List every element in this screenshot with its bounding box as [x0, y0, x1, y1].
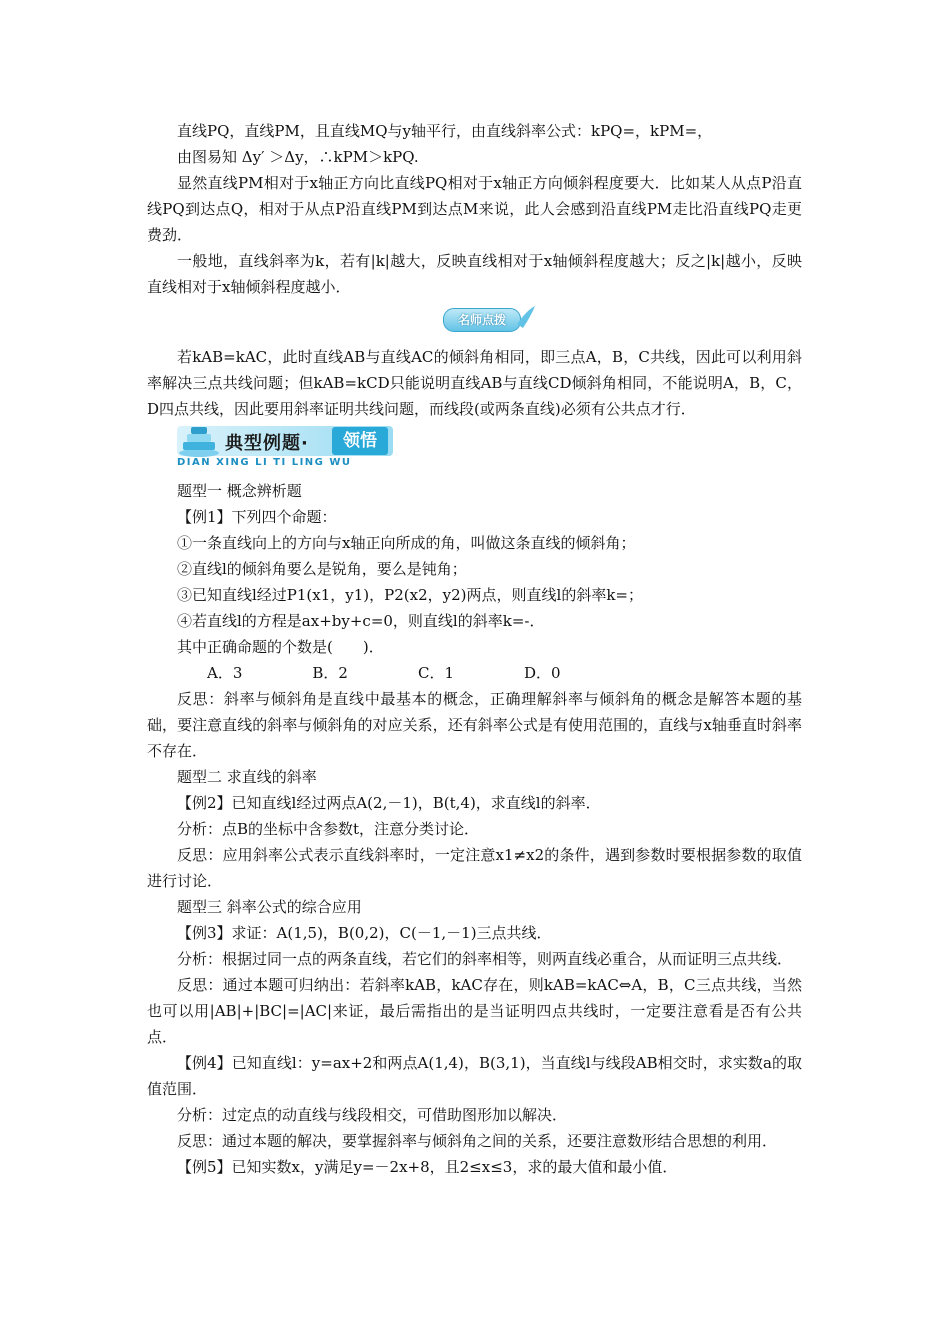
- option-d: D．0: [524, 664, 561, 682]
- book-stack-icon: [177, 424, 221, 458]
- example-4-title: 【例4】已知直线l：y=ax+2和两点A(1,4)，B(3,1)，当直线l与线段AB相交时，求实数a的取值范围．: [147, 1054, 802, 1098]
- example-2-title: 【例2】已知直线l经过两点A(2,－1)，B(t,4)，求直线l的斜率．: [177, 794, 601, 812]
- example-1-reflection: 反思：斜率与倾斜角是直线中最基本的概念，正确理解斜率与倾斜角的概念是解答本题的基础，要注意直线的斜率与倾斜角的对应关系，还有斜率公式是有使用范围的，直线与x轴垂直时斜率不存在．: [147, 690, 802, 760]
- document-page: [147, 118, 802, 1180]
- example-2-reflection: 反思：应用斜率公式表示直线斜率时，一定注意x1≠x2的条件，遇到参数时要根据参数的取值进行讨论．: [147, 846, 802, 890]
- teacher-tip-label: 名师点拨: [443, 308, 521, 332]
- example-1-item-2: ②直线l的倾斜角要么是锐角，要么是钝角；: [177, 560, 467, 578]
- example-3-title: 【例3】求证：A(1,5)，B(0,2)，C(－1,－1)三点共线．: [177, 924, 552, 942]
- type2-heading: 题型二 求直线的斜率: [177, 768, 317, 786]
- banner-highlight: 领悟: [332, 427, 388, 455]
- type3-heading: 题型三 斜率公式的综合应用: [177, 898, 362, 916]
- type1-heading: 题型一 概念辨析题: [177, 482, 302, 500]
- example-3-analysis: 分析：根据过同一点的两条直线，若它们的斜率相等，则两直线必重合，从而证明三点共线．: [177, 950, 793, 968]
- banner-subtitle: DIAN XING LI TI LING WU: [177, 457, 352, 468]
- example-1-title: 【例1】下列四个命题：: [177, 508, 337, 526]
- option-c: C．1: [417, 664, 454, 682]
- option-b: B．2: [312, 664, 348, 682]
- intro-paragraph-3: 一般地，直线斜率为k，若有|k|越大，反映直线相对于x轴倾斜程度越大；反之|k|越小，反映直线相对于x轴倾斜程度越小．: [147, 252, 802, 296]
- example-1-question: 其中正确命题的个数是( )．: [177, 638, 384, 656]
- example-1-options: [147, 660, 802, 686]
- banner-title: 典型例题·: [225, 433, 309, 454]
- option-a: A．3: [207, 664, 243, 682]
- example-1-item-3: ③已知直线l经过P1(x1，y1)，P2(x2，y2)两点，则直线l的斜率k=；: [177, 586, 643, 604]
- typical-examples-banner: [147, 424, 802, 478]
- badge-swoosh-icon: [515, 304, 537, 330]
- intro-line-2: 由图易知 Δy′ ＞Δy，∴kPM＞kPQ.: [177, 148, 419, 166]
- example-1-item-4: ④若直线l的方程是ax+by+c=0，则直线l的斜率k=-．: [177, 612, 545, 630]
- example-3-reflection: 反思：通过本题可归纳出：若斜率kAB，kAC存在，则kAB=kAC⇔A，B，C三点共线，当然也可以用|AB|+|BC|=|AC|来证，最后需指出的是当证明四点共线时，一定要注意看是否有公共点．: [147, 976, 802, 1046]
- intro-line-1: 直线PQ，直线PM，且直线MQ与y轴平行，由直线斜率公式：kPQ=，kPM=，: [177, 122, 713, 140]
- intro-paragraph-2: 显然直线PM相对于x轴正方向比直线PQ相对于x轴正方向倾斜程度要大．比如某人从点P沿直线PQ到达点Q，相对于从点P沿直线PM到达点M来说，此人会感到沿直线PM走比沿直线PQ走更费劲．: [147, 174, 802, 244]
- example-4-analysis: 分析：过定点的动直线与线段相交，可借助图形加以解决．: [177, 1106, 568, 1124]
- example-4-reflection: 反思：通过本题的解决，要掌握斜率与倾斜角之间的关系，还要注意数形结合思想的利用．: [177, 1132, 778, 1150]
- teacher-tip-badge: [147, 300, 802, 344]
- example-2-analysis: 分析：点B的坐标中含参数t，注意分类讨论．: [177, 820, 480, 838]
- teacher-tip-text: 若kAB=kAC，此时直线AB与直线AC的倾斜角相同，即三点A，B，C共线，因此可以利用斜率解决三点共线问题；但kAB=kCD只能说明直线AB与直线CD倾斜角相同，不能说明A，B，C，D四点共线，因此要用斜率证明共线问题，而线段(或两条直线)必须有公共点才行．: [147, 348, 802, 418]
- example-5-title: 【例5】已知实数x，y满足y=－2x+8，且2≤x≤3，求的最大值和最小值．: [177, 1158, 678, 1176]
- example-1-item-1: ①一条直线向上的方向与x轴正向所成的角，叫做这条直线的倾斜角；: [177, 534, 636, 552]
